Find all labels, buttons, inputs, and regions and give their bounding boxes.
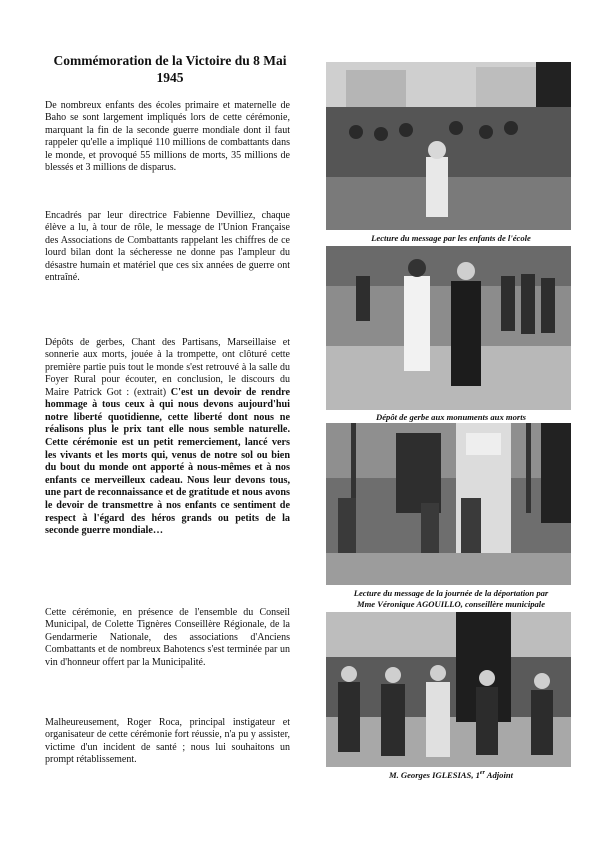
attendance-paragraph: Cette cérémonie, en présence de l'ensemble du Conseil Municipal, de Colette Tignères Conseillère Régionale, de la Gendarmerie Nationale, des associations d'Anciens Combattants et de nombreux Bahotencs s'est terminée par un vin d'honneur offert par la Municipalité. bbox=[45, 607, 290, 668]
caption-deportation-message bbox=[326, 588, 576, 609]
caption-children-reading: Lecture du message par les enfants de l'école bbox=[371, 233, 531, 243]
page-title: Commémoration de la Victoire du 8 Mai 1945 bbox=[53, 53, 287, 85]
photo-wreath-laying bbox=[326, 246, 571, 410]
photo-deportation-message bbox=[326, 423, 571, 585]
message-paragraph: Encadrés par leur directrice Fabienne Devilliez, chaque élève a lu, à tour de rôle, le message de l'Union Française des Associations de Combattants rappelant les chiffres de ce lourd bilan dont la sécheresse ne donne pas l'ampleur du désastre humain et matériel que ces six années de guerre ont entraîné. bbox=[45, 210, 290, 284]
closing-paragraph: Malheureusement, Roger Roca, principal instigateur et organisateur de cette cérémonie fort réussie, n'a pu y assister, victime d'un incident de santé ; nous lui souhaitons un prompt rétablissement. bbox=[45, 717, 290, 766]
ceremony-text: Dépôts de gerbes, Chant des Partisans, Marseillaise et sonnerie aux morts, jouée à la trompette, ont clôturé cette première partie puis tout le monde s'est retrouvé à la salle du Foyer Rural pour écouter, en conclusion, le discours du Maire Patrick Got : (extrait) bbox=[45, 337, 290, 398]
photo-children-reading bbox=[326, 62, 571, 230]
intro-paragraph: De nombreux enfants des écoles primaire et maternelle de Baho se sont largement impliqués lors de cette cérémonie, marquant la fin de la seconde guerre mondiale dont il faut rappeler qu'elle a impliqué 110 millions de combattants dans le monde, et provoqué 55 millions de morts, 35 millions de blessés et 3 millions de disparus. bbox=[45, 100, 290, 174]
caption-deportation-line1: Lecture du message de la journée de la déportation par bbox=[353, 588, 549, 598]
caption-wreath-laying: Dépôt de gerbe aux monuments aux morts bbox=[376, 412, 526, 422]
ceremony-paragraph bbox=[45, 337, 290, 538]
caption-deputy-superscript: er bbox=[479, 770, 485, 776]
caption-deputy-name: M. Georges IGLESIAS, 1 bbox=[388, 769, 480, 780]
caption-deportation-line2: Mme Véronique AGOUILLO, conseillère municipale bbox=[356, 598, 546, 609]
caption-deputy-role: Adjoint bbox=[484, 769, 514, 780]
caption-deputy-mayor bbox=[326, 768, 576, 780]
mayor-speech-quote: C'est un devoir de rendre hommage à tous ceux à qui nous devons aujourd'hui notre liberté quotidienne, cette liberté dont nous ne réalisons plus le prix tant elle nous semble naturelle. Cette cérémonie est un petit remerciement, lancé vers les vivants et les morts qui, venus de notre sol ou bien du bout du monde ont apporté à nous-mêmes et à nos enfants ce merveilleux cadeau. Nous leur devons tous, une part de reconnaissance et de gratitude et nous avons le devoir de transmettre à nos enfants ce sentiment de respect à l'égard des héros grands ou petits de la seconde guerre mondiale… bbox=[45, 386, 290, 537]
photo-deputy-mayor bbox=[326, 612, 571, 767]
